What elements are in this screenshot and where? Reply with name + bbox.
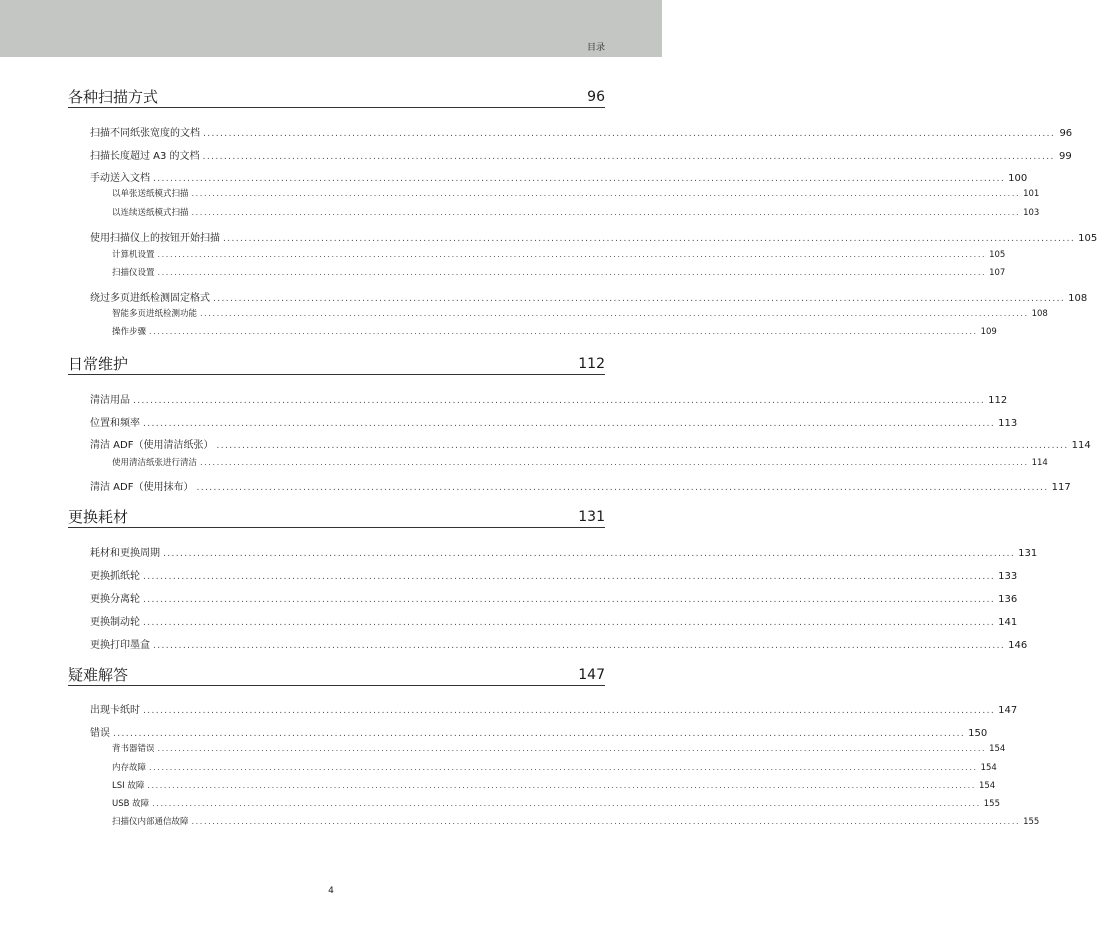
entry-title: 操作步骤 (112, 327, 147, 337)
toc-subentry[interactable] (112, 742, 1006, 754)
toc-entry[interactable] (90, 436, 1091, 451)
toc-entry[interactable] (90, 414, 1018, 429)
entry-page-number: 100 (1008, 173, 1028, 184)
entry-title: 耗材和更换周期 (90, 548, 160, 559)
entry-title: 清洁用品 (90, 395, 130, 406)
toc-subentry[interactable] (112, 325, 997, 337)
entry-title: 使用扫描仪上的按钮开始扫描 (90, 233, 220, 244)
section-heading[interactable] (68, 666, 605, 686)
toc-entry[interactable] (90, 124, 1073, 139)
toc-entry[interactable] (90, 567, 1018, 582)
dot-leader: ........................................................................................................................................................................................................ (147, 781, 976, 790)
toc-subentry[interactable] (112, 761, 997, 773)
toc-entry[interactable] (90, 289, 1088, 304)
entry-title: 清洁 ADF（使用清洁纸张） (90, 440, 214, 451)
toc-subentry[interactable] (112, 187, 1040, 199)
dot-leader: ........................................................................................................................................................................................................ (213, 294, 1066, 304)
dot-leader: ........................................................................................................................................................................................................ (203, 129, 1056, 139)
entry-title: 扫描仪设置 (112, 268, 155, 278)
dot-leader: ........................................................................................................................................................................................................ (223, 234, 1076, 244)
section-heading[interactable] (68, 88, 605, 108)
entry-page-number: 146 (1008, 640, 1028, 651)
entry-page-number: 114 (1071, 440, 1091, 451)
entry-page-number: 133 (998, 571, 1018, 582)
entry-page-number: 108 (1031, 309, 1048, 319)
dot-leader: ........................................................................................................................................................................................................ (153, 641, 1006, 651)
entry-title: 计算机设置 (112, 250, 155, 260)
entry-page-number: 108 (1068, 293, 1088, 304)
dot-leader: ........................................................................................................................................................................................................ (157, 744, 987, 753)
dot-leader: ........................................................................................................................................................................................................ (143, 618, 996, 628)
entry-page-number: 96 (1059, 128, 1073, 139)
entry-page-number: 114 (1031, 458, 1048, 468)
entry-title: 更换打印墨盒 (90, 640, 150, 651)
dot-leader: ........................................................................................................................................................................................................ (143, 595, 996, 605)
entry-page-number: 147 (998, 705, 1018, 716)
entry-title: 位置和频率 (90, 418, 140, 429)
dot-leader: ........................................................................................................................................................................................................ (200, 458, 1029, 467)
entry-page-number: 154 (978, 781, 996, 791)
toc-subentry[interactable] (112, 797, 1000, 809)
toc-entry[interactable] (90, 701, 1018, 716)
entry-title: 扫描不同纸张宽度的文档 (90, 128, 200, 139)
entry-title: 背书器错误 (112, 744, 155, 754)
entry-page-number: 154 (980, 763, 997, 773)
entry-title: 更换分离轮 (90, 594, 140, 605)
section-heading[interactable] (68, 508, 605, 528)
entry-title: 以单张送纸模式扫描 (112, 189, 189, 199)
dot-leader: ........................................................................................................................................................................................................ (157, 268, 987, 277)
toc-subentry[interactable] (112, 248, 1006, 260)
toc-subentry[interactable] (112, 206, 1040, 218)
entry-page-number: 155 (1023, 817, 1040, 827)
entry-title: USB 故障 (112, 799, 150, 809)
entry-title: 清洁 ADF（使用抹布） (90, 482, 194, 493)
entry-page-number: 113 (998, 418, 1018, 429)
toc-entry[interactable] (90, 636, 1028, 651)
toc-entry[interactable] (90, 147, 1072, 162)
entry-title: LSI 故障 (112, 781, 145, 791)
entry-title: 扫描仪内部通信故障 (112, 817, 189, 827)
toc-entry[interactable] (90, 590, 1018, 605)
toc-subentry[interactable] (112, 456, 1048, 468)
entry-page-number: 107 (989, 268, 1006, 278)
dot-leader: ........................................................................................................................................................................................................ (133, 396, 986, 406)
entry-title: 智能多页进纸检测功能 (112, 309, 198, 319)
section-title: 更换耗材 (68, 508, 129, 526)
dot-leader: ........................................................................................................................................................................................................ (149, 327, 978, 336)
dot-leader: ........................................................................................................................................................................................................ (143, 419, 996, 429)
dot-leader: ........................................................................................................................................................................................................ (200, 309, 1029, 318)
dot-leader: ........................................................................................................................................................................................................ (113, 729, 966, 739)
entry-page-number: 99 (1059, 151, 1072, 162)
entry-title: 手动送入文档 (90, 173, 150, 184)
section-page-number: 96 (587, 89, 605, 105)
dot-leader: ........................................................................................................................................................................................................ (163, 549, 1016, 559)
dot-leader: ........................................................................................................................................................................................................ (191, 189, 1021, 198)
entry-title: 更换制动轮 (90, 617, 140, 628)
entry-page-number: 154 (989, 744, 1006, 754)
entry-page-number: 105 (1078, 233, 1097, 244)
entry-page-number: 117 (1051, 482, 1071, 493)
entry-page-number: 112 (988, 395, 1008, 406)
toc-entry[interactable] (90, 544, 1038, 559)
entry-title: 出现卡纸时 (90, 705, 140, 716)
entry-page-number: 131 (1018, 548, 1038, 559)
dot-leader: ........................................................................................................................................................................................................ (196, 483, 1049, 493)
toc-entry[interactable] (90, 724, 988, 739)
dot-leader: ........................................................................................................................................................................................................ (216, 441, 1069, 451)
section-page-number: 131 (578, 509, 605, 525)
section-page-number: 112 (578, 356, 605, 372)
entry-title: 以连续送纸模式扫描 (112, 208, 189, 218)
dot-leader: ........................................................................................................................................................................................................ (157, 250, 987, 259)
toc-subentry[interactable] (112, 307, 1048, 319)
dot-leader: ........................................................................................................................................................................................................ (191, 817, 1021, 826)
entry-page-number: 101 (1023, 189, 1040, 199)
section-title: 日常维护 (68, 355, 129, 373)
toc-entry[interactable] (90, 391, 1008, 406)
dot-leader: ........................................................................................................................................................................................................ (143, 706, 996, 716)
toc-subentry[interactable] (112, 779, 996, 791)
entry-page-number: 103 (1023, 208, 1040, 218)
dot-leader: ........................................................................................................................................................................................................ (143, 572, 996, 582)
toc-entry[interactable] (90, 478, 1071, 493)
entry-title: 扫描长度超过 A3 的文档 (90, 151, 200, 162)
section-title: 疑难解答 (68, 666, 129, 684)
header-label: 目录 (586, 43, 605, 53)
entry-page-number: 136 (998, 594, 1018, 605)
section-heading[interactable] (68, 355, 605, 375)
dot-leader: ........................................................................................................................................................................................................ (191, 208, 1021, 217)
entry-page-number: 105 (989, 250, 1006, 260)
entry-title: 错误 (90, 728, 110, 739)
toc-subentry[interactable] (112, 266, 1006, 278)
toc-entry[interactable] (90, 613, 1018, 628)
dot-leader: ........................................................................................................................................................................................................ (153, 174, 1006, 184)
entry-page-number: 141 (998, 617, 1018, 628)
entry-page-number: 155 (983, 799, 1000, 809)
entry-title: 使用清洁纸张进行清洁 (112, 458, 198, 468)
section-page-number: 147 (578, 667, 605, 683)
entry-title: 绕过多页进纸检测固定格式 (90, 293, 210, 304)
header-bar (0, 0, 662, 57)
dot-leader: ........................................................................................................................................................................................................ (202, 152, 1055, 162)
entry-title: 更换抓纸轮 (90, 571, 140, 582)
entry-page-number: 150 (968, 728, 988, 739)
dot-leader: ........................................................................................................................................................................................................ (149, 763, 978, 772)
page-number: 4 (328, 886, 334, 896)
section-title: 各种扫描方式 (68, 88, 159, 106)
toc-entry[interactable] (90, 229, 1097, 244)
entry-title: 内存故障 (112, 763, 147, 773)
dot-leader: ........................................................................................................................................................................................................ (152, 799, 981, 808)
entry-page-number: 109 (980, 327, 997, 337)
toc-subentry[interactable] (112, 815, 1040, 827)
toc-entry[interactable] (90, 169, 1028, 184)
